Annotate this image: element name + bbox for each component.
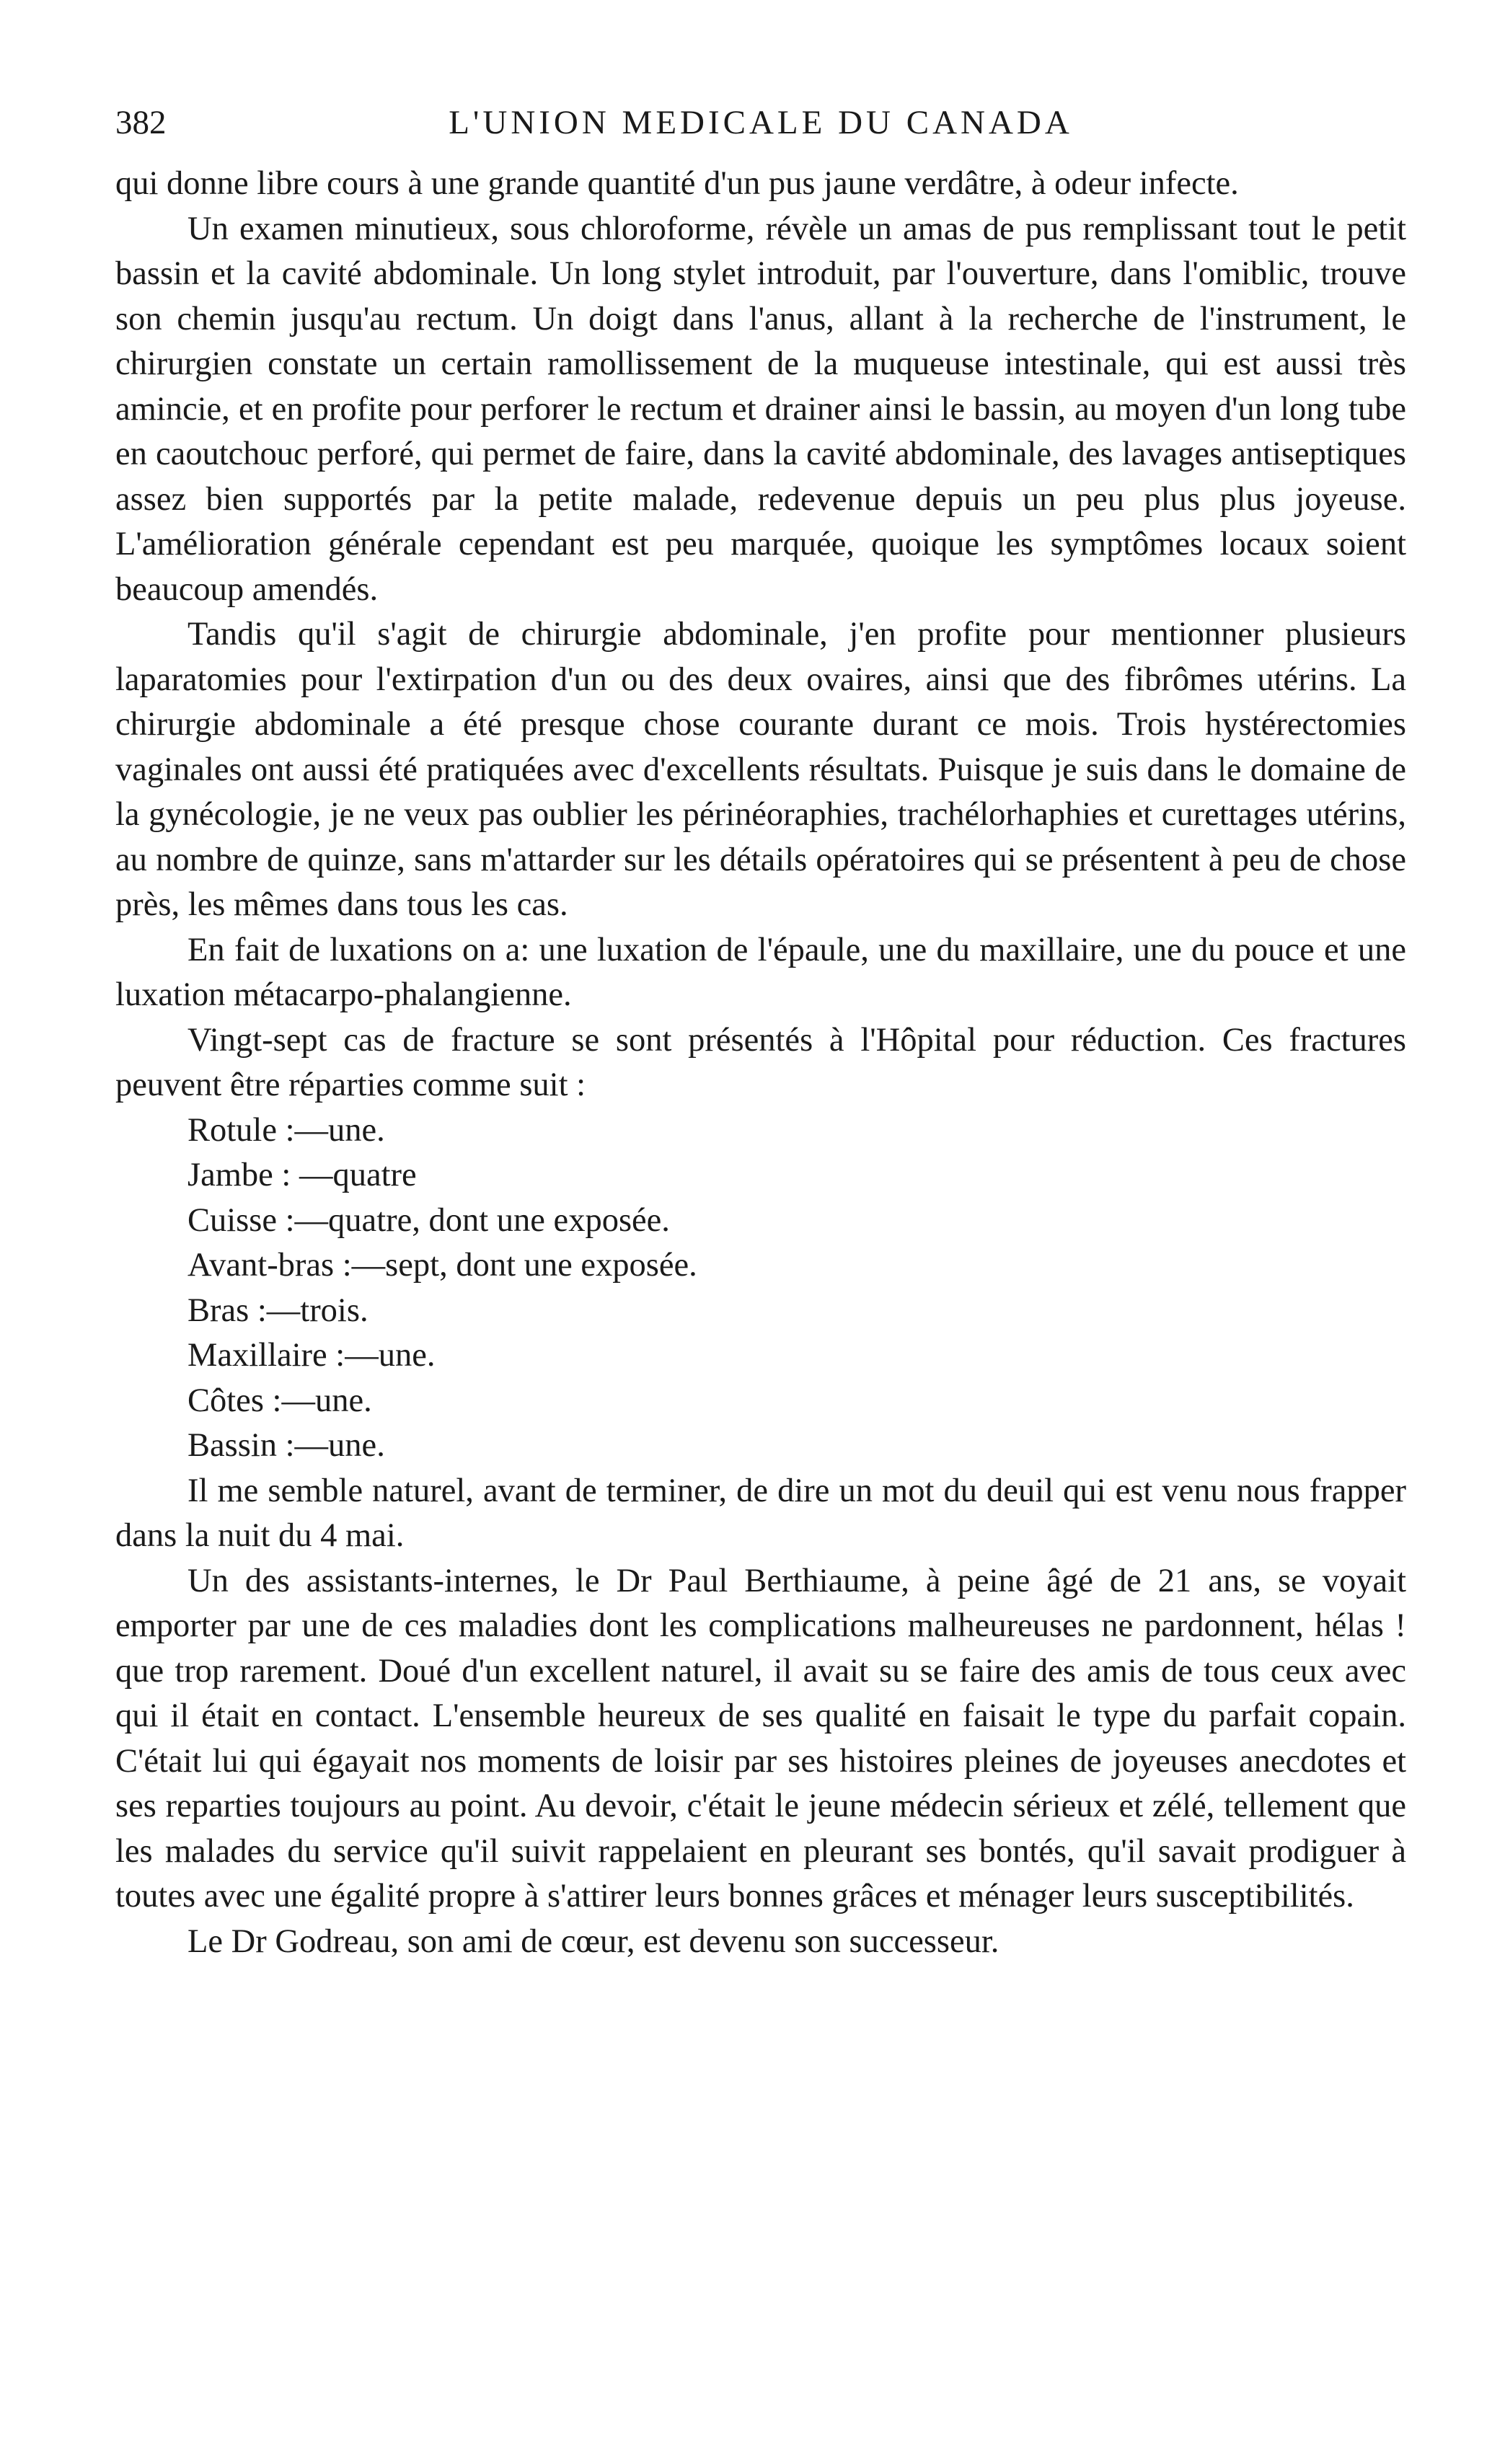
page-number: 382 (115, 104, 167, 141)
list-item: Côtes :—une. (187, 1382, 372, 1419)
list-item: Bras :—trois. (187, 1291, 368, 1329)
fracture-list (115, 1108, 1406, 1469)
paragraph-successor: Le Dr Godreau, son ami de cœur, est devenu son successeur. (187, 1922, 999, 1960)
list-item: Avant-bras :—sept, dont une exposée. (187, 1247, 697, 1284)
paragraph-continuation: qui donne libre cours à une grande quantité d'un pus jaune verdâtre, à odeur infecte. (115, 165, 1239, 202)
paragraph-abdominal-surgery: Tandis qu'il s'agit de chirurgie abdominale, j'en profite pour mentionner plusieurs laparatomies pour l'extirpation d'un ou des deux ovaires, ainsi que des fibrômes utérins. La chirurgie abdominale a été presque chose courante durant ce mois. Trois hystérectomies vaginales ont aussi été pratiquées avec d'excellents résultats. Puisque je suis dans le domaine de la gynécologie, je ne veux pas oublier les périnéoraphies, trachélorhaphies et curettages utérins, au nombre de quinze, sans m'attarder sur les détails opératoires qui se présentent à peu de chose près, les mêmes dans tous les cas. (115, 616, 1406, 923)
list-item: Jambe : —quatre (187, 1157, 417, 1193)
list-item: Maxillaire :—une. (187, 1337, 436, 1374)
running-header (115, 94, 1406, 151)
paragraph-mourning: Il me semble naturel, avant de terminer, de dire un mot du deuil qui est venu nous frapper dans la nuit du 4 mai. (115, 1472, 1406, 1554)
paragraph-obituary: Un des assistants-internes, le Dr Paul Berthiaume, à peine âgé de 21 ans, se voyait emporter par une de ces maladies dont les complications malheureuses ne pardonnent, hélas ! que trop rarement. Doué d'un excellent naturel, il avait su se faire des amis de tous ceux avec qui il était en contact. L'ensemble heureux de ses qualité en faisait le type du parfait copain. C'était lui qui égayait nos moments de loisir par ses histoires pleines de joyeuses anecdotes et ses reparties toujours au point. Au devoir, c'était le jeune médecin sérieux et zélé, tellement que les malades du service qu'il suivit rappelaient en pleurant ses bontés, qu'il savait prodiguer à toutes avec une égalité propre à s'attirer leurs bonnes grâces et ménager leurs susceptibilités. (115, 1562, 1406, 1915)
book-page (115, 94, 1406, 1964)
article-body (115, 162, 1406, 1964)
paragraph-fractures-intro: Vingt-sept cas de fracture se sont présentés à l'Hôpital pour réduction. Ces fractures peuvent être réparties comme suit : (115, 1021, 1406, 1103)
list-item: Bassin :—une. (187, 1427, 385, 1464)
journal-title: L'UNION MEDICALE DU CANADA (449, 104, 1073, 141)
list-item: Rotule :—une. (187, 1111, 385, 1149)
paragraph-examination: Un examen minutieux, sous chloroforme, révèle un amas de pus remplissant tout le petit bassin et la cavité abdominale. Un long stylet introduit, par l'ouverture, dans l'omiblic, trouve son chemin jusqu'au rectum. Un doigt dans l'anus, allant à la recherche de l'instrument, le chirurgien constate un certain ramollissement de la muqueuse intestinale, qui est aussi très amincie, et en profite pour perforer le rectum et drainer ainsi le bassin, au moyen d'un long tube en caoutchouc perforé, qui permet de faire, dans la cavité abdominale, des lavages antiseptiques assez bien supportés par la petite malade, redevenue depuis un peu plus plus joyeuse. L'amélioration générale cependant est peu marquée, quoique les symptômes locaux soient beaucoup amendés. (115, 210, 1406, 608)
list-item: Cuisse :—quatre, dont une exposée. (187, 1201, 670, 1239)
paragraph-luxations: En fait de luxations on a: une luxation de l'épaule, une du maxillaire, une du pouce et une luxation métacarpo-phalangienne. (115, 931, 1406, 1013)
